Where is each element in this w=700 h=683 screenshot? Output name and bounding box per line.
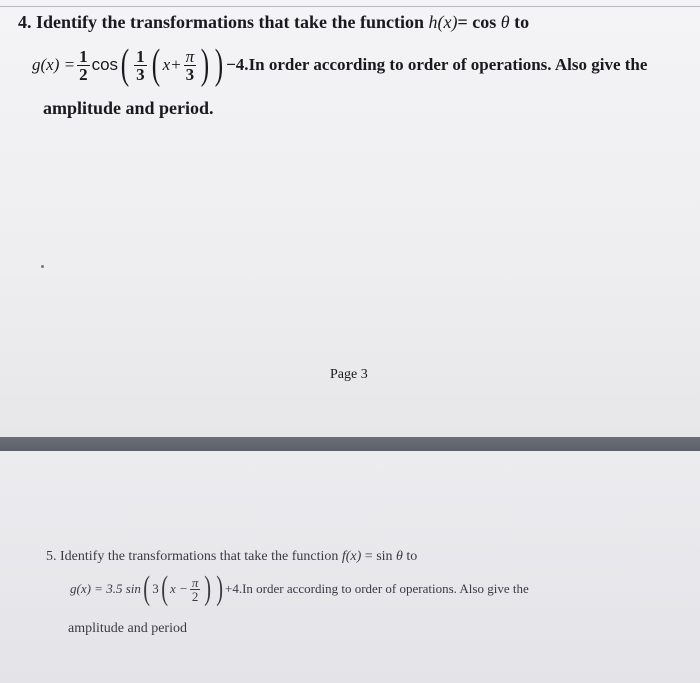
f-equals-sin: = sin: [361, 549, 397, 564]
paper-spot: [41, 265, 44, 268]
x-plus: x+: [162, 55, 182, 74]
theta-symbol: θ: [500, 12, 510, 32]
top-rule-line: [0, 6, 700, 7]
theta-symbol-5: θ: [396, 549, 403, 564]
fraction-pi-over-3: $\frac{\pi}{3}$: [185, 46, 195, 84]
minus-four: −4.: [226, 55, 249, 74]
fraction-pi-over-2: $\frac{\pi}{2}$: [191, 574, 199, 604]
right-paren-inner: ): [200, 42, 210, 88]
right-paren-inner-5: ): [204, 570, 212, 607]
g-lhs-5: g(x) = 3.5 sin: [70, 581, 141, 596]
right-paren-outer-5: ): [215, 570, 223, 607]
g-function-expression: [32, 44, 647, 86]
question-4-line-1: [18, 12, 529, 33]
coefficient-three: 3: [152, 581, 159, 596]
left-paren-inner: (: [151, 42, 160, 88]
left-paren-outer-5: (: [143, 570, 150, 607]
to-word: to: [509, 12, 530, 32]
right-paren-outer: ): [214, 42, 224, 88]
cos-word: cos: [91, 55, 119, 74]
g-function-expression-5: [70, 572, 529, 606]
question-5-line-2: [70, 572, 529, 620]
q4-prompt-text: 4. Identify the transformations that take the function: [18, 12, 429, 32]
f-function: f(x): [341, 549, 362, 564]
page-number: Page 3: [330, 367, 368, 382]
to-word-5: to: [402, 549, 418, 564]
fraction-one-half: $\frac{1}{2}$: [79, 46, 88, 84]
question-5-line-3: amplitude and period: [68, 621, 187, 636]
plus-four: +4.: [225, 581, 243, 596]
x-minus: x −: [170, 581, 188, 596]
left-paren-inner-5: (: [160, 570, 168, 607]
question-4-line-2: [32, 44, 647, 96]
fraction-one-third: $\frac{1}{3}$: [136, 46, 145, 84]
h-function: h(x): [428, 12, 458, 32]
q5-instruction-text: In order according to order of operations. Also give the: [242, 581, 529, 596]
page-4-top: [0, 451, 700, 683]
question-4-line-3: amplitude and period.: [43, 98, 214, 118]
left-paren-outer: (: [120, 42, 130, 88]
q5-prompt-text: 5. Identify the transformations that take the function: [46, 549, 342, 564]
h-equals-cos: = cos: [457, 12, 501, 32]
q4-instruction-text: In order according to order of operations. Also give the: [248, 55, 648, 74]
question-5-line-1: [46, 549, 417, 565]
page-divider-band: [0, 437, 700, 451]
g-lhs: g(x) =: [32, 55, 76, 74]
